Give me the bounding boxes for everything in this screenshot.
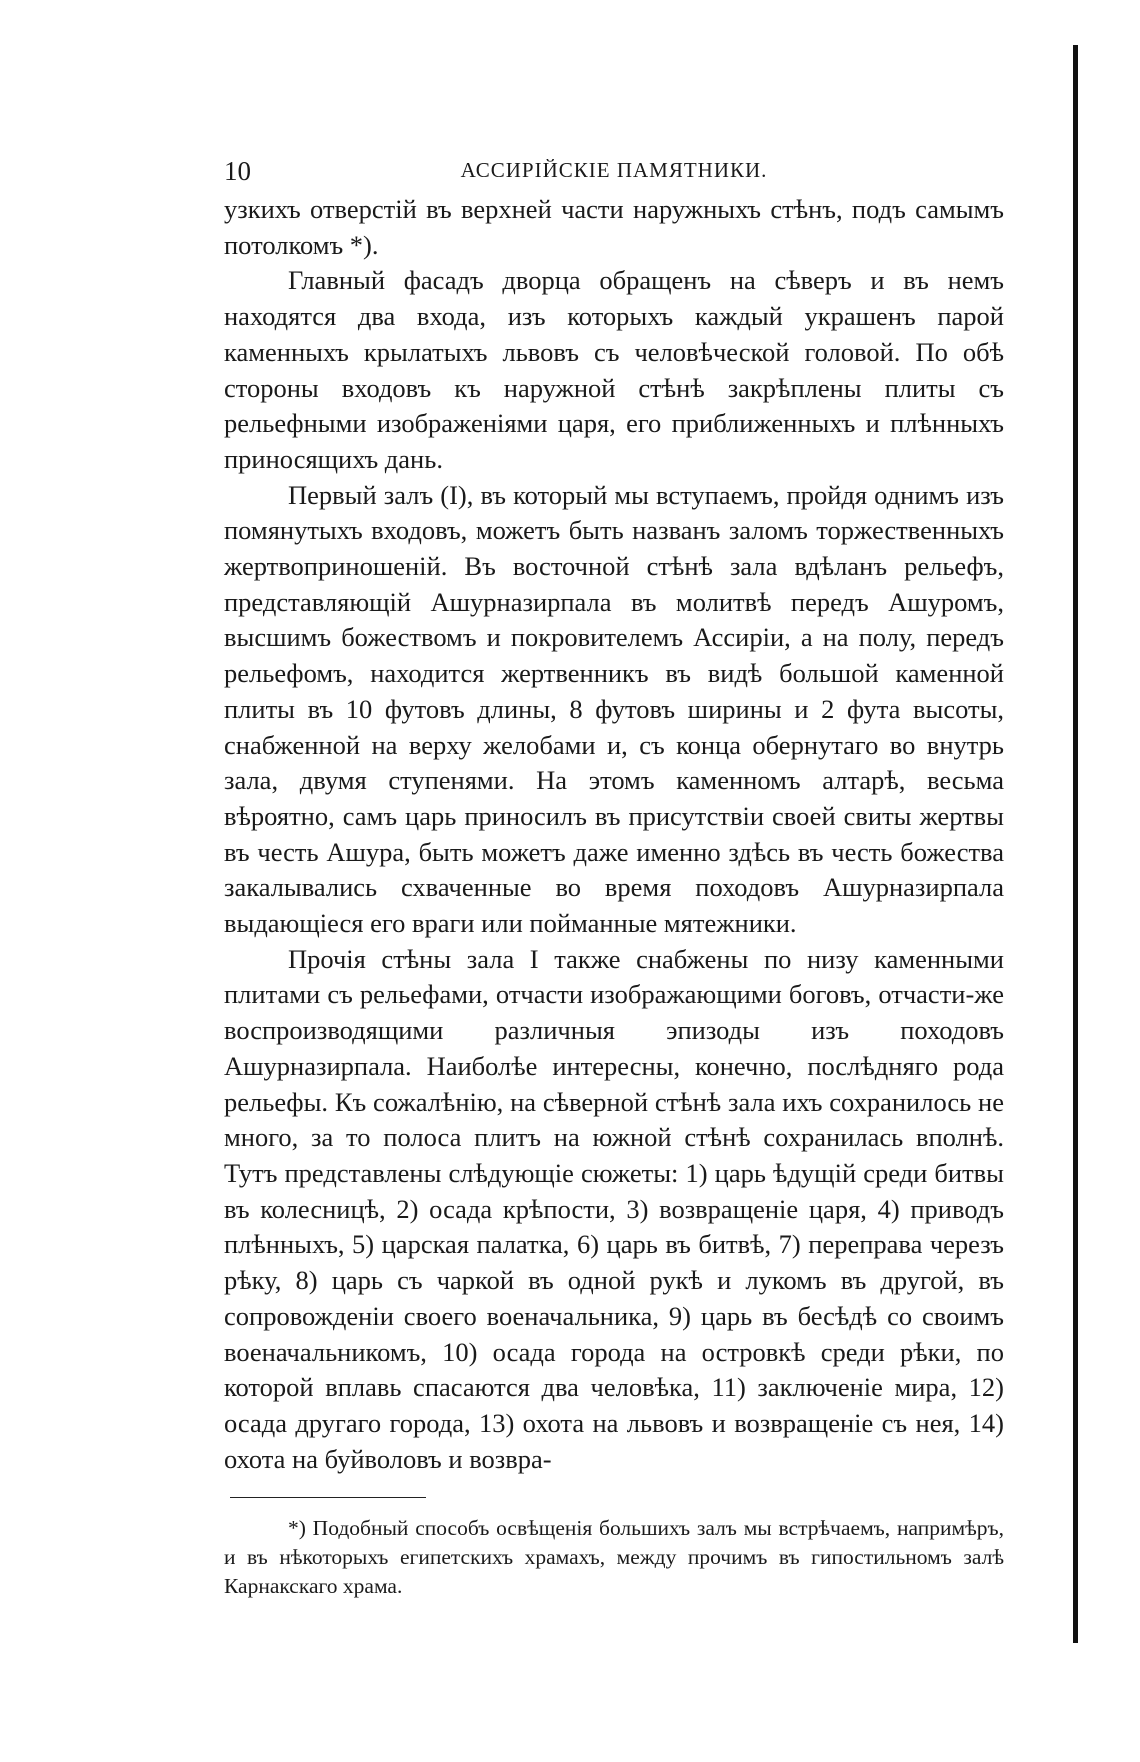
book-page: [224, 156, 1004, 1601]
footnote: *) Подобный способъ освѣщенія большихъ залъ мы встрѣчаемъ, напримѣръ, и въ нѣкоторыхъ египетскихъ храмахъ, между прочимъ въ гипостильномъ залѣ Карнакскаго храма.: [224, 1516, 1004, 1599]
page-number: 10: [224, 156, 251, 186]
paragraph-facade: Главный фасадъ дворца обращенъ на сѣверъ и въ немъ находятся два входа, изъ которыхъ каждый украшенъ парой каменныхъ крылатыхъ львовъ съ человѣческой головой. По обѣ стороны входовъ къ наружной стѣнѣ закрѣплены плиты съ рельефными изображеніями царя, его приближенныхъ и плѣнныхъ приносящихъ дань.: [224, 265, 1004, 474]
footnote-divider: [230, 1497, 426, 1498]
running-title: АССИРІЙСКІЕ ПАМЯТНИКИ.: [460, 158, 768, 182]
paragraph-other-walls: Прочія стѣны зала I также снабжены по низу каменными плитами съ рельефами, отчасти изображающими боговъ, отчасти-же воспроизводящими различныя эпизоды изъ походовъ Ашурназирпала. Наиболѣе интересны, конечно, послѣдняго рода рельефы. Къ сожалѣнію, на сѣверной стѣнѣ зала ихъ сохранилось не много, за то полоса плитъ на южной стѣнѣ сохранилась вполнѣ. Тутъ представлены слѣдующіе сюжеты: 1) царь ѣдущій среди битвы въ колесницѣ, 2) осада крѣпости, 3) возвращеніе царя, 4) приводъ плѣнныхъ, 5) царская палатка, 6) царь въ битвѣ, 7) переправа черезъ рѣку, 8) царь съ чаркой въ одной рукѣ и лукомъ въ другой, въ сопровожденіи своего военачальника, 9) царь въ бесѣдѣ со своимъ военачальникомъ, 10) осада города на островкѣ среди рѣки, по которой вплавь спасаются два человѣка, 11) заключеніе мира, 12) осада другаго города, 13) охота на львовъ и возвращеніе съ нея, 14) охота на буйволовъ и возвра-: [224, 943, 1004, 1474]
paragraph-continuation: узкихъ отверстій въ верхней части наружныхъ стѣнъ, подъ самымъ потолкомъ *).: [224, 194, 1004, 260]
page-header: [224, 156, 1004, 192]
paragraph-first-hall: Первый залъ (I), въ который мы вступаемъ, пройдя однимъ изъ помянутыхъ входовъ, можетъ быть названъ заломъ торжественныхъ жертвоприношеній. Въ восточной стѣнѣ зала вдѣланъ рельефъ, представляющій Ашурназирпала въ молитвѣ передъ Ашуромъ, высшимъ божествомъ и покровителемъ Ассиріи, а на полу, передъ рельефомъ, находится жертвенникъ въ видѣ большой каменной плиты въ 10 футовъ длины, 8 футовъ ширины и 2 фута высоты, снабженной на верху желобами и, съ конца обернутаго во внутрь зала, двумя ступенями. На этомъ каменномъ алтарѣ, весьма вѣроятно, самъ царь приносилъ въ присутствіи своей свиты жертвы въ честь Ашура, быть можетъ даже именно здѣсь въ честь божества закалывались схваченные во время походовъ Ашурназирпала выдающіеся его враги или пойманные мятежники.: [224, 479, 1004, 939]
body-text: [224, 192, 1004, 1477]
scan-page-edge: [1073, 45, 1078, 1643]
